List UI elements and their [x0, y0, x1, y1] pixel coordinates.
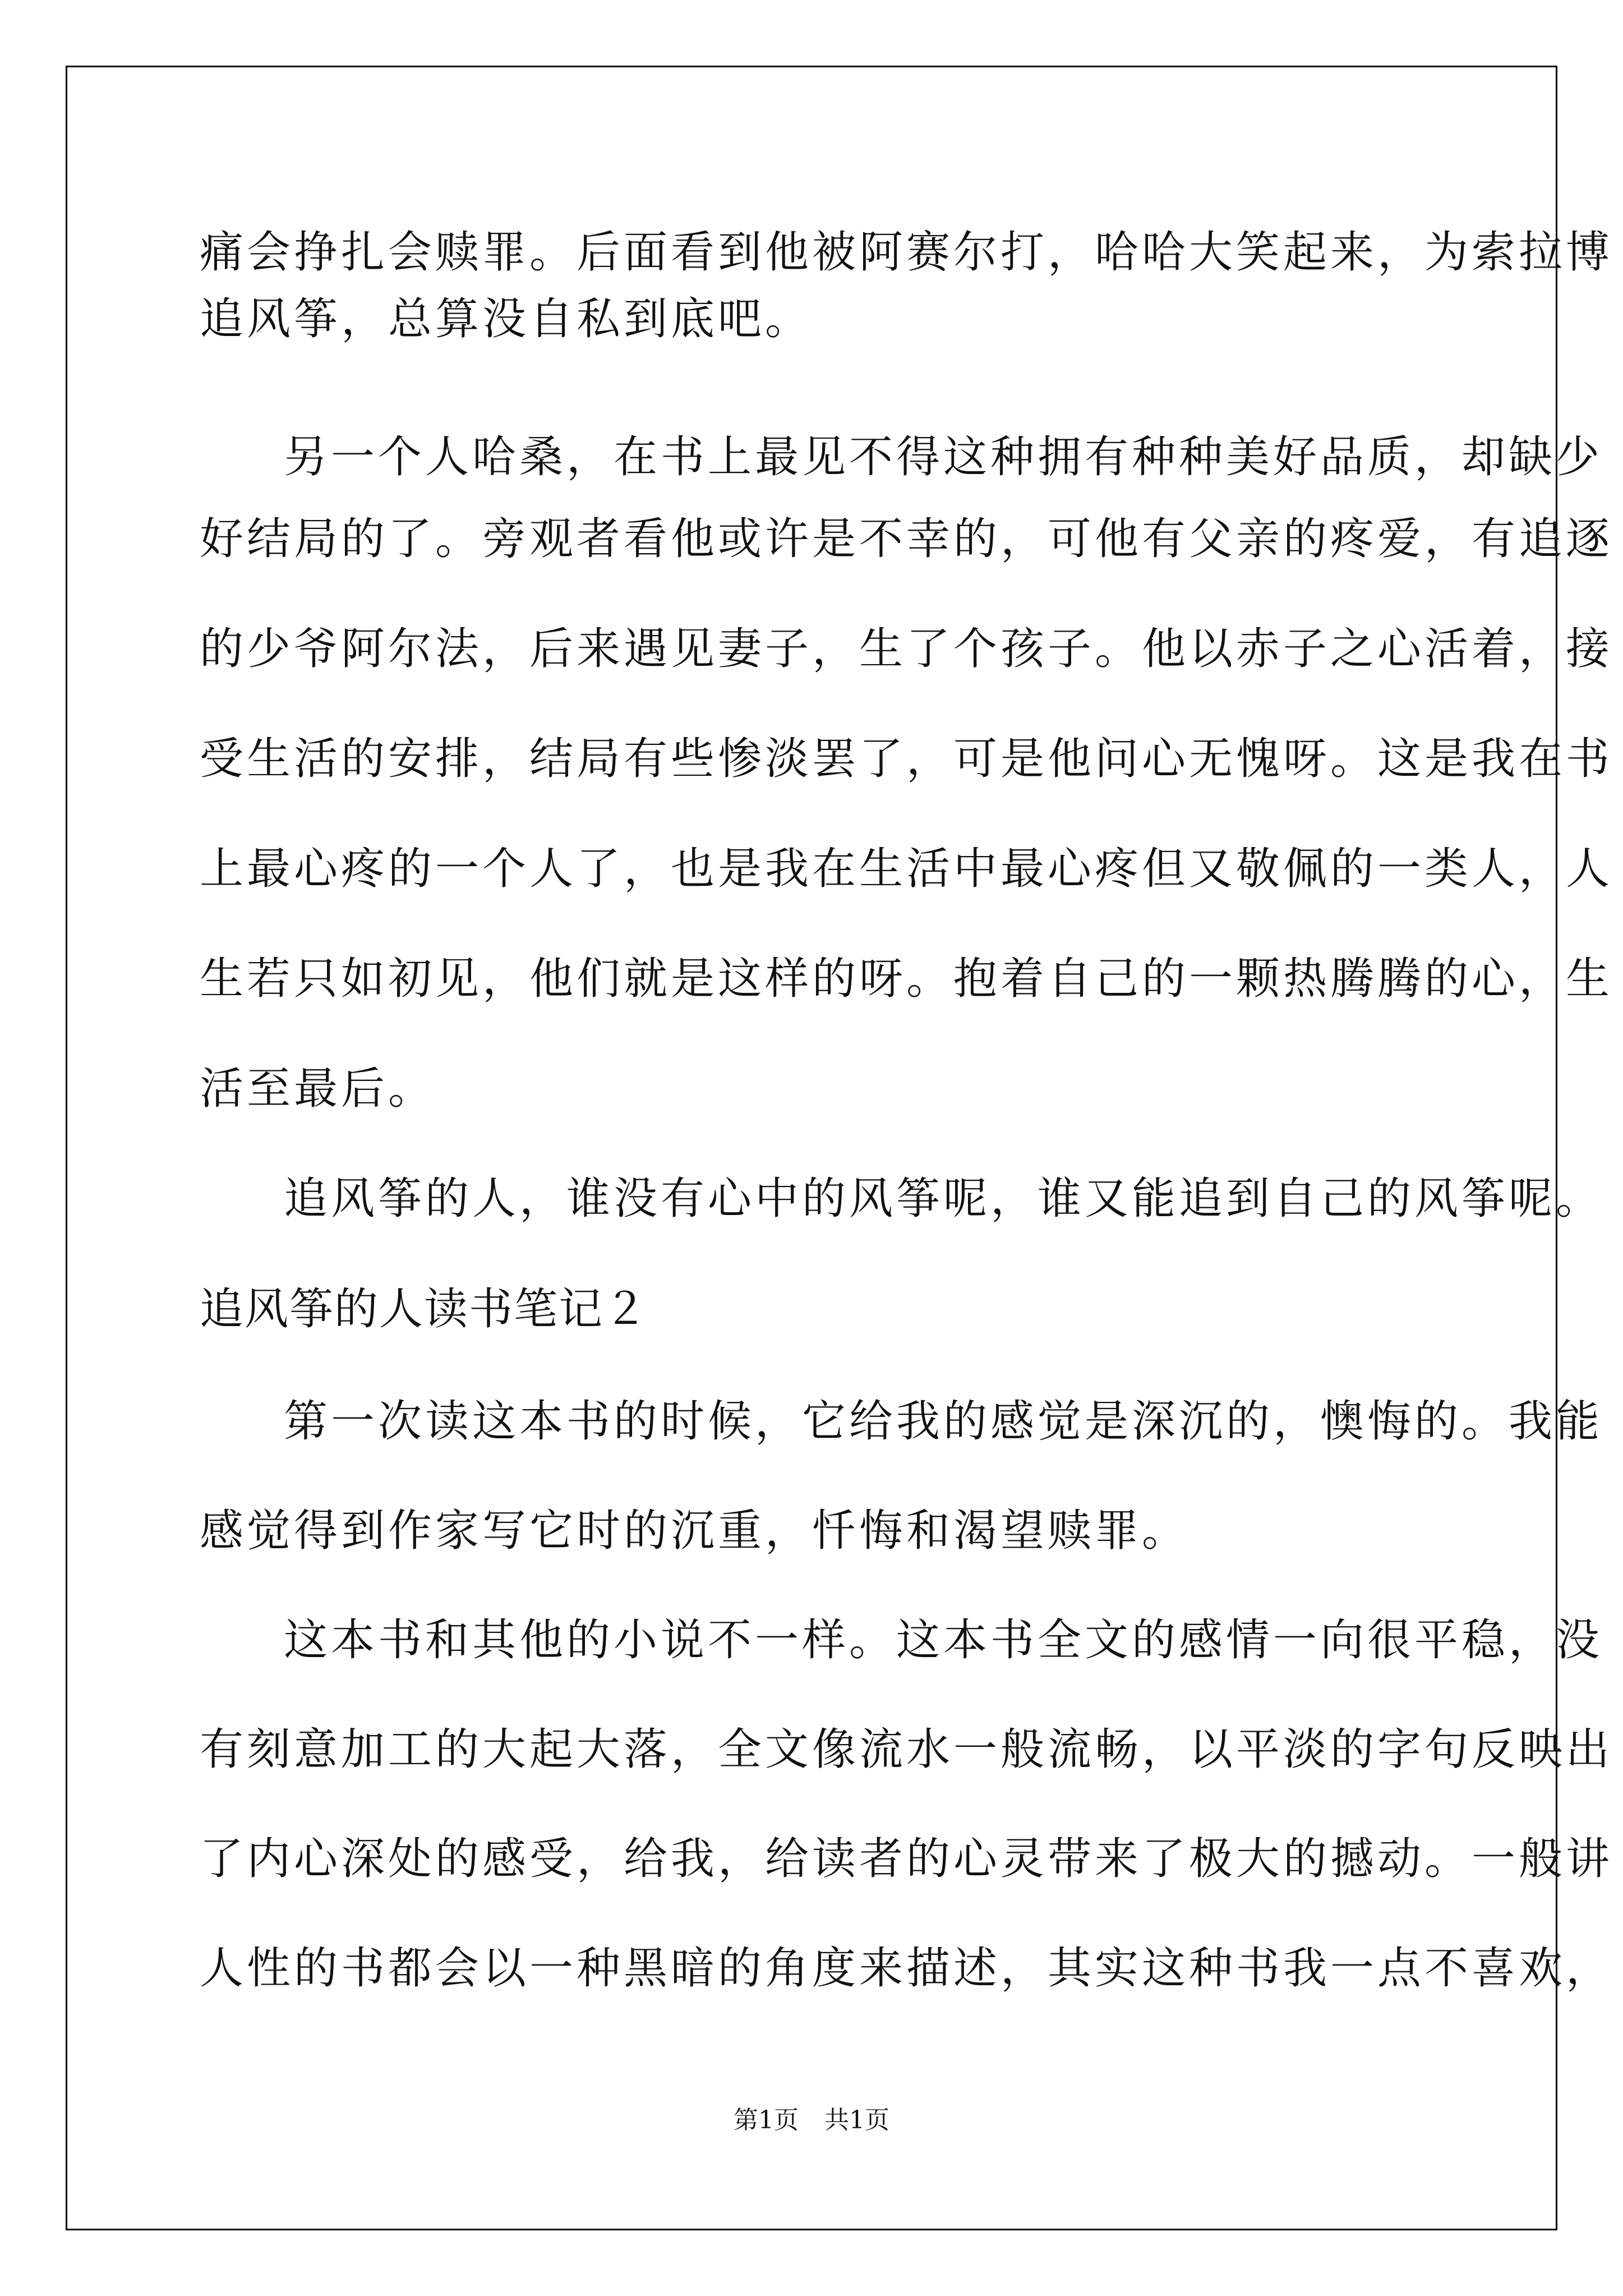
body-line-14: 有刻意加工的大起大落，全文像流水一般流畅，以平淡的字句反映出 [200, 1724, 1613, 1775]
body-line-12: 感觉得到作家写它时的沉重，忏悔和渴望赎罪。 [200, 1506, 1189, 1556]
body-line-1: 痛会挣扎会赎罪。后面看到他被阿赛尔打，哈哈大笑起来，为索拉博 [200, 227, 1613, 278]
body-line-13: 这本书和其他的小说不一样。这本书全文的感情一向很平稳，没 [284, 1615, 1603, 1665]
body-line-8: 生若只如初见，他们就是这样的呀。抱着自己的一颗热腾腾的心，生 [200, 954, 1613, 1004]
page-total: 共1页 [824, 2106, 889, 2134]
body-line-4: 好结局的了。旁观者看他或许是不幸的，可他有父亲的疼爱，有追逐 [200, 514, 1613, 564]
body-line-5: 的少爷阿尔法，后来遇见妻子，生了个孩子。他以赤子之心活着，接 [200, 624, 1613, 674]
body-line-2: 追风筝，总算没自私到底吧。 [200, 294, 813, 344]
body-line-11: 第一次读这本书的时候，它给我的感觉是深沉的，懊悔的。我能 [284, 1396, 1603, 1447]
body-line-7: 上最心疼的一个人了，也是我在生活中最心疼但又敬佩的一类人，人 [200, 844, 1613, 894]
body-line-15: 了内心深处的感受，给我，给读者的心灵带来了极大的撼动。一般讲 [200, 1834, 1613, 1884]
body-line-10: 追风筝的人，谁没有心中的风筝呢，谁又能追到自己的风筝呢。 [284, 1174, 1603, 1224]
body-line-16: 人性的书都会以一种黑暗的角度来描述，其实这种书我一点不喜欢， [200, 1943, 1613, 1994]
page-footer [0, 2108, 1623, 2133]
body-line-3: 另一个人哈桑，在书上最见不得这种拥有种种美好品质，却缺少 [284, 432, 1603, 482]
page-number: 第1页 [734, 2106, 799, 2134]
page-border [66, 66, 1557, 2230]
body-line-9: 活至最后。 [200, 1064, 436, 1114]
body-line-6: 受生活的安排，结局有些惨淡罢了，可是他问心无愧呀。这是我在书 [200, 734, 1613, 784]
section-heading: 追风筝的人读书笔记２ [200, 1284, 649, 1335]
